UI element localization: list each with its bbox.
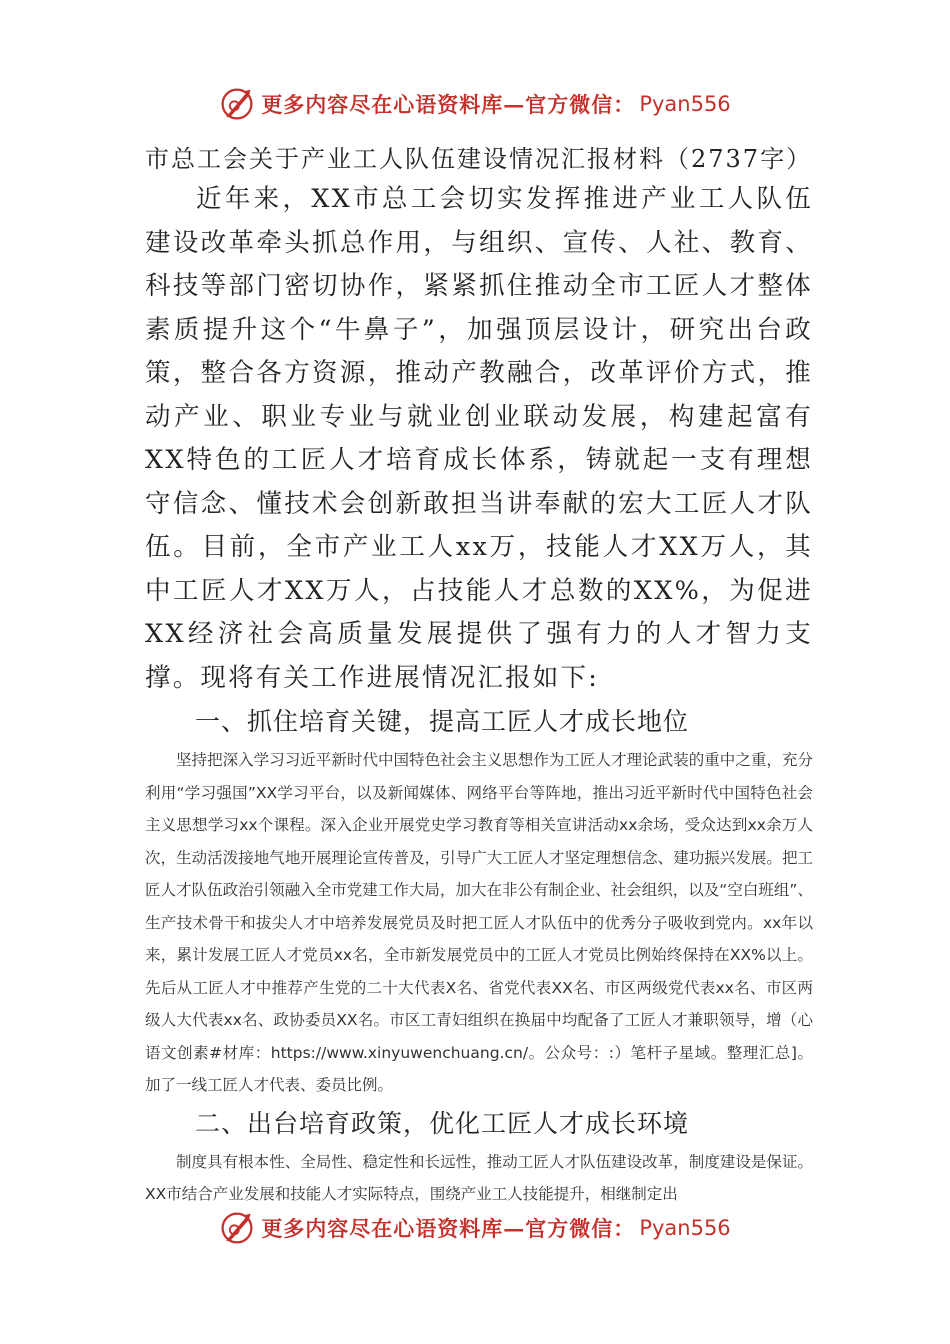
watermark-banner-top <box>0 84 950 124</box>
intro-paragraph: 近年来，XX市总工会切实发挥推进产业工人队伍建设改革牵头抓总作用，与组织、宣传、人社、教育、科技等部门密切协作，紧紧抓住推动全市工匠人才整体素质提升这个“牛鼻子”，加强顶层设计，研究出台政策，整合各方资源，推动产教融合，改革评价方式，推动产业、职业专业与就业创业联动发展，构建起富有XX特色的工匠人才培育成长体系，铸就起一支有理想守信念、懂技术会创新敢担当讲奉献的宏大工匠人才队伍。目前，全市产业工人xx万，技能人才XX万人，其中工匠人才XX万人，占技能人才总数的XX%，为促进XX经济社会高质量发展提供了强有力的人才智力支撑。现将有关工作进展情况汇报如下: <box>145 184 813 693</box>
wechat-id: Pyan556 <box>639 92 731 116</box>
watermark-text: 更多内容尽在心语资料库—官方微信： <box>261 92 636 117</box>
section-1-heading: 一、抓住培育关键，提高工匠人才成长地位 <box>195 707 690 736</box>
quill-logo-icon <box>219 1210 255 1246</box>
document-title: 市总工会关于产业工人队伍建设情况汇报材料（2737字） <box>145 145 813 173</box>
section-2-paragraph: 制度具有根本性、全局性、稳定性和长远性，推动工匠人才队伍建设改革，制度建设是保证。XX市结合产业发展和技能人才实际特点，围绕产业工人技能提升，相继制定出 <box>145 1152 813 1203</box>
watermark-text: 更多内容尽在心语资料库—官方微信： <box>261 1216 636 1241</box>
document-body <box>145 140 813 1211</box>
wechat-id: Pyan556 <box>639 1216 731 1240</box>
section-2-heading: 二、出台培育政策，优化工匠人才成长环境 <box>195 1108 690 1138</box>
quill-logo-icon <box>219 86 255 122</box>
section-1-paragraph: 坚持把深入学习习近平新时代中国特色社会主义思想作为工匠人才理论武装的重中之重，充分利用“学习强国”XX学习平台，以及新闻媒体、网络平台等阵地，推出习近平新时代中国特色社会主义思想学习xx个课程。深入企业开展党史学习教育等相关宣讲活动xx余场，受众达到xx余万人次，生动活泼接地气地开展理论宣传普及，引导广大工匠人才坚定理想信念、建功振兴发展。把工匠人才队伍政治引领融入全市党建工作大局，加大在非公有制企业、社会组织，以及“空白班组”、生产技术骨干和拔尖人才中培养发展党员及时把工匠人才队伍中的优秀分子吸收到党内。xx年以来，累计发展工匠人才党员xx名，全市新发展党员中的工匠人才党员比例始终保持在XX%以上。先后从工匠人才中推荐产生党的二十大代表X名、省党代表XX名、市区两级党代表xx名、市区两级人大代表xx名、政协委员XX名。市区工青妇组织在换届中均配备了工匠人才兼职领导，增（心语文创素#材库：https://www.xinyuwenchuang.cn/。公众号：:）笔杆子星域。整理汇总]。加了一线工匠人才代表、委员比例。 <box>145 751 813 1094</box>
watermark-banner-bottom <box>0 1208 950 1248</box>
